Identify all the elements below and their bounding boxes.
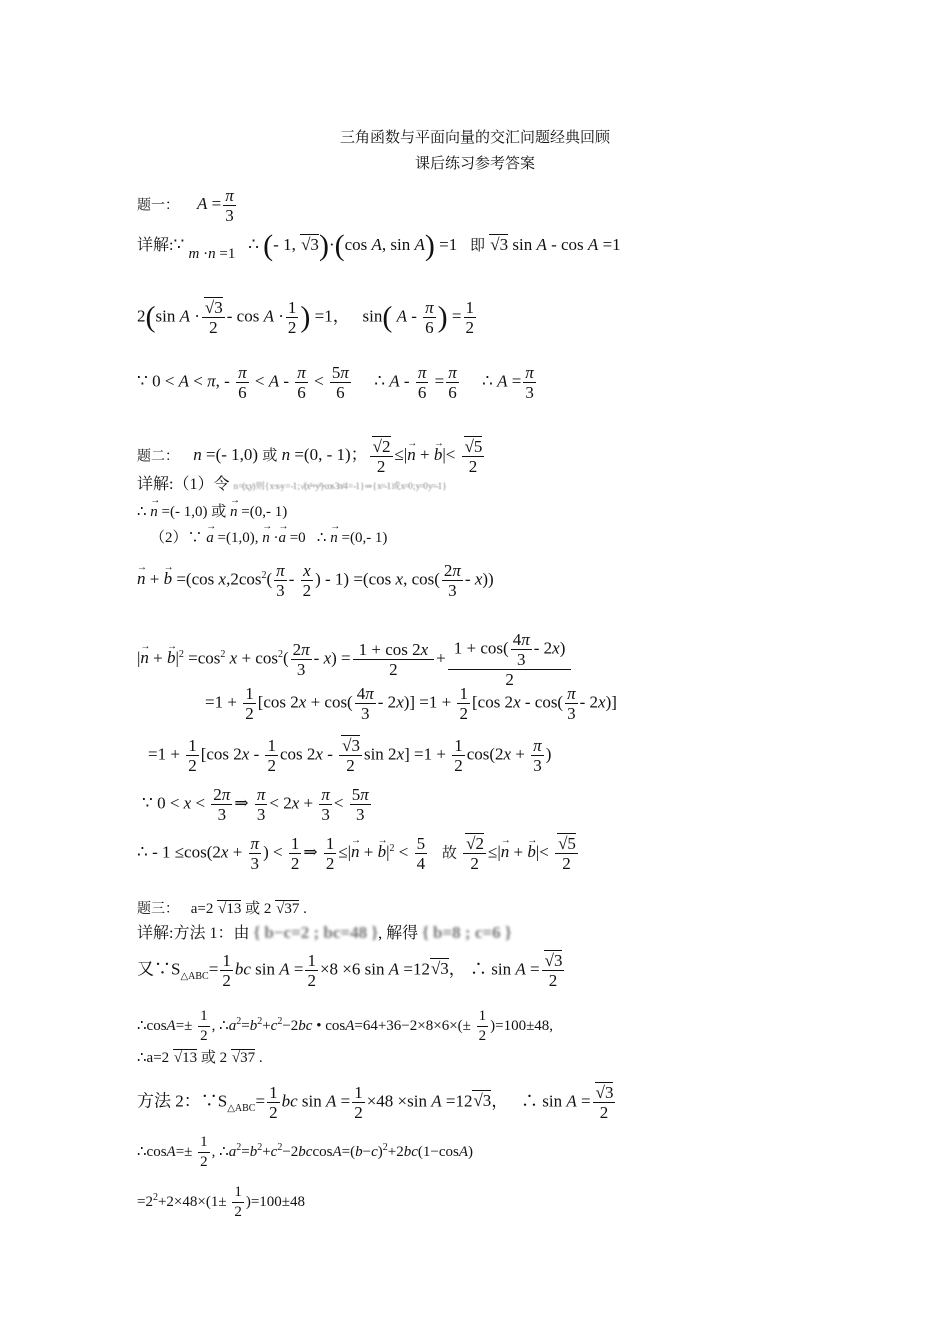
p2-eq1: → n + → b =(cos $x,2\cos^2$( $\frac{\pi}{3}$ - $\frac{x}{2}$ ) - 1) =(cos x, cos( $\frac{2\pi}{3}$ - x)) bbox=[137, 561, 494, 600]
p1-label: 题一： bbox=[137, 198, 179, 214]
p2-step1: ∴ → n =(- 1,0) 或 → n =(0,- 1) bbox=[137, 502, 287, 522]
p3-line6: ∴cosA=± $\frac{1}{2}$ , $\therefore a^2=b^2+c^2-2bccosA=(b-c)^2+2bc(1-\cos A)$ bbox=[137, 1134, 474, 1170]
doc-title: 三角函数与平面向量的交汇问题经典回顾 bbox=[339, 130, 610, 146]
p1-detail-label: 详解: bbox=[137, 237, 174, 254]
p3-line7: $=2^2+2\times 48\times(1\pm$ $\frac{1}{2}$ )=100±48 bbox=[137, 1184, 306, 1220]
p2-eq4: =1 + $\frac{1}{2}$ [cos 2x - $\frac{1}{2}$ cos 2x - $\frac{√3}{2}$ sin 2x] =1 + $\frac{1}{2}$ cos(2x + $\frac{\pi}{3}$ ) bbox=[148, 736, 552, 775]
p1-detail-line2: 2(sin A · $\frac{√3}{2}$ - cos A · $\frac{1}{2}$ ) =1， sin( A - $\frac{\pi}{6}$ ) = $\frac{1}{2}$ bbox=[137, 298, 475, 337]
p2-eq2: |→ n + → $b|^2 =\cos^2$ $x + \cos^2$( $\frac{2\pi}{3}$ - x) = $\frac{1 + \cos 2x}{2}$ + 1 + cos( $\frac{4\pi}{3}$ - 2x) 2 bbox=[137, 630, 573, 689]
p2-detail-label: 详解:（1）令 bbox=[137, 476, 230, 493]
p3-answer-line: 题三： a=2 √13 或 2 √37 . bbox=[137, 901, 307, 917]
p2-eq5: ∵ 0 < x < $\frac{2\pi}{3}$ ⇒ $\frac{\pi}{3}$ < 2x + $\frac{\pi}{3}$ < $\frac{5\pi}{3}$ bbox=[142, 785, 369, 824]
p1-detail-line3: ∵ 0 < A < π, - $\frac{\pi}{6}$ < A - $\frac{\pi}{6}$ < $\frac{5\pi}{6}$ ∴ A - $\frac{\pi}{6}$ = $\frac{\pi}{6}$ ∴ A = $\frac{\pi}{3}$ bbox=[137, 363, 534, 402]
p3-method1-line: 详解:方法 1：由 { b−c=2 ; bc=48 }, 解得 { b=8 ; c=6 } bbox=[137, 923, 512, 942]
p1-detail-line1: 详解:∵ m ·n =1 ∴ (- 1, √3)·(cos A, sin A) =1 即 √3 sin A - cos A =1 bbox=[137, 229, 621, 263]
p3-line3: ∴cosA=± $\frac{1}{2}$ , $\therefore a^2=b^2+c^2-2bc$ • cosA=64+36−2×8×6×(± $\frac{1}{2}$ )=100±48, bbox=[137, 1008, 554, 1044]
p3-method2-line: 方法 2：$\because S_{\triangle ABC}=$ $\frac{1}{2}$ bc sin A = $\frac{1}{2}$ ×48 ×sin A =12√3， ∴ sin A = $\frac{√3}{2}$ bbox=[137, 1083, 614, 1122]
p3-line2: 又$\because S_{\triangle ABC}=$ $\frac{1}{2}$ bc sin A = $\frac{1}{2}$ ×8 ×6 sin A =12√3， ∴ sin A = $\frac{√3}{2}$ bbox=[137, 951, 563, 990]
p2-detail-line1 bbox=[137, 475, 446, 496]
p2-step2: （2）∵ → a =(1,0), → n ·→ a =0 ∴ → n =(0,- 1) bbox=[150, 528, 387, 548]
p2-garbled-system: n =(x,y) 则 { x·x-y = -1 ; √(x²+y²)·cos 3π/4 = -1 } ⇒ { x=-1 或 x=0 ; y=0 y=-1 } bbox=[233, 481, 446, 491]
doc-subtitle: 课后练习参考答案 bbox=[414, 156, 535, 172]
p3-label: 题三： bbox=[137, 902, 179, 917]
p3-garbled-system1: { b−c=2 ; bc=48 } bbox=[253, 923, 379, 942]
p2-eq6: ∴ - 1 ≤cos(2x + $\frac{\pi}{3}$ ) < $\frac{1}{2}$ ⇒ $\frac{1}{2}$ ≤|→ n + → $b|^2$ < $\frac{5}{4}$ 故 $\frac{√2}{2}$ ≤|→ n + → b|< $\frac{√5}{2}$ bbox=[137, 834, 580, 873]
p2-label: 题二： bbox=[137, 449, 179, 465]
p1-answer-line: 题一： A = $\frac{\pi}{3}$ bbox=[137, 186, 234, 225]
p2-answer-line: 题二： n =(- 1,0) 或 n =(0, - 1)； $\frac{√2}{2}$ ≤|→ n + → b|< $\frac{√5}{2}$ bbox=[137, 437, 486, 476]
p3-method1-label: 详解:方法 1：由 bbox=[137, 925, 250, 942]
p2-eq3: =1 + $\frac{1}{2}$ [cos 2x + cos( $\frac{4\pi}{3}$ - 2x)] =1 + $\frac{1}{2}$ [cos 2x - cos( $\frac{\pi}{3}$ - 2x)] bbox=[205, 684, 617, 723]
p3-garbled-system2: { b=8 ; c=6 } bbox=[422, 923, 512, 942]
p3-line4: ∴a=2 √13 或 2 √37 . bbox=[137, 1050, 263, 1066]
